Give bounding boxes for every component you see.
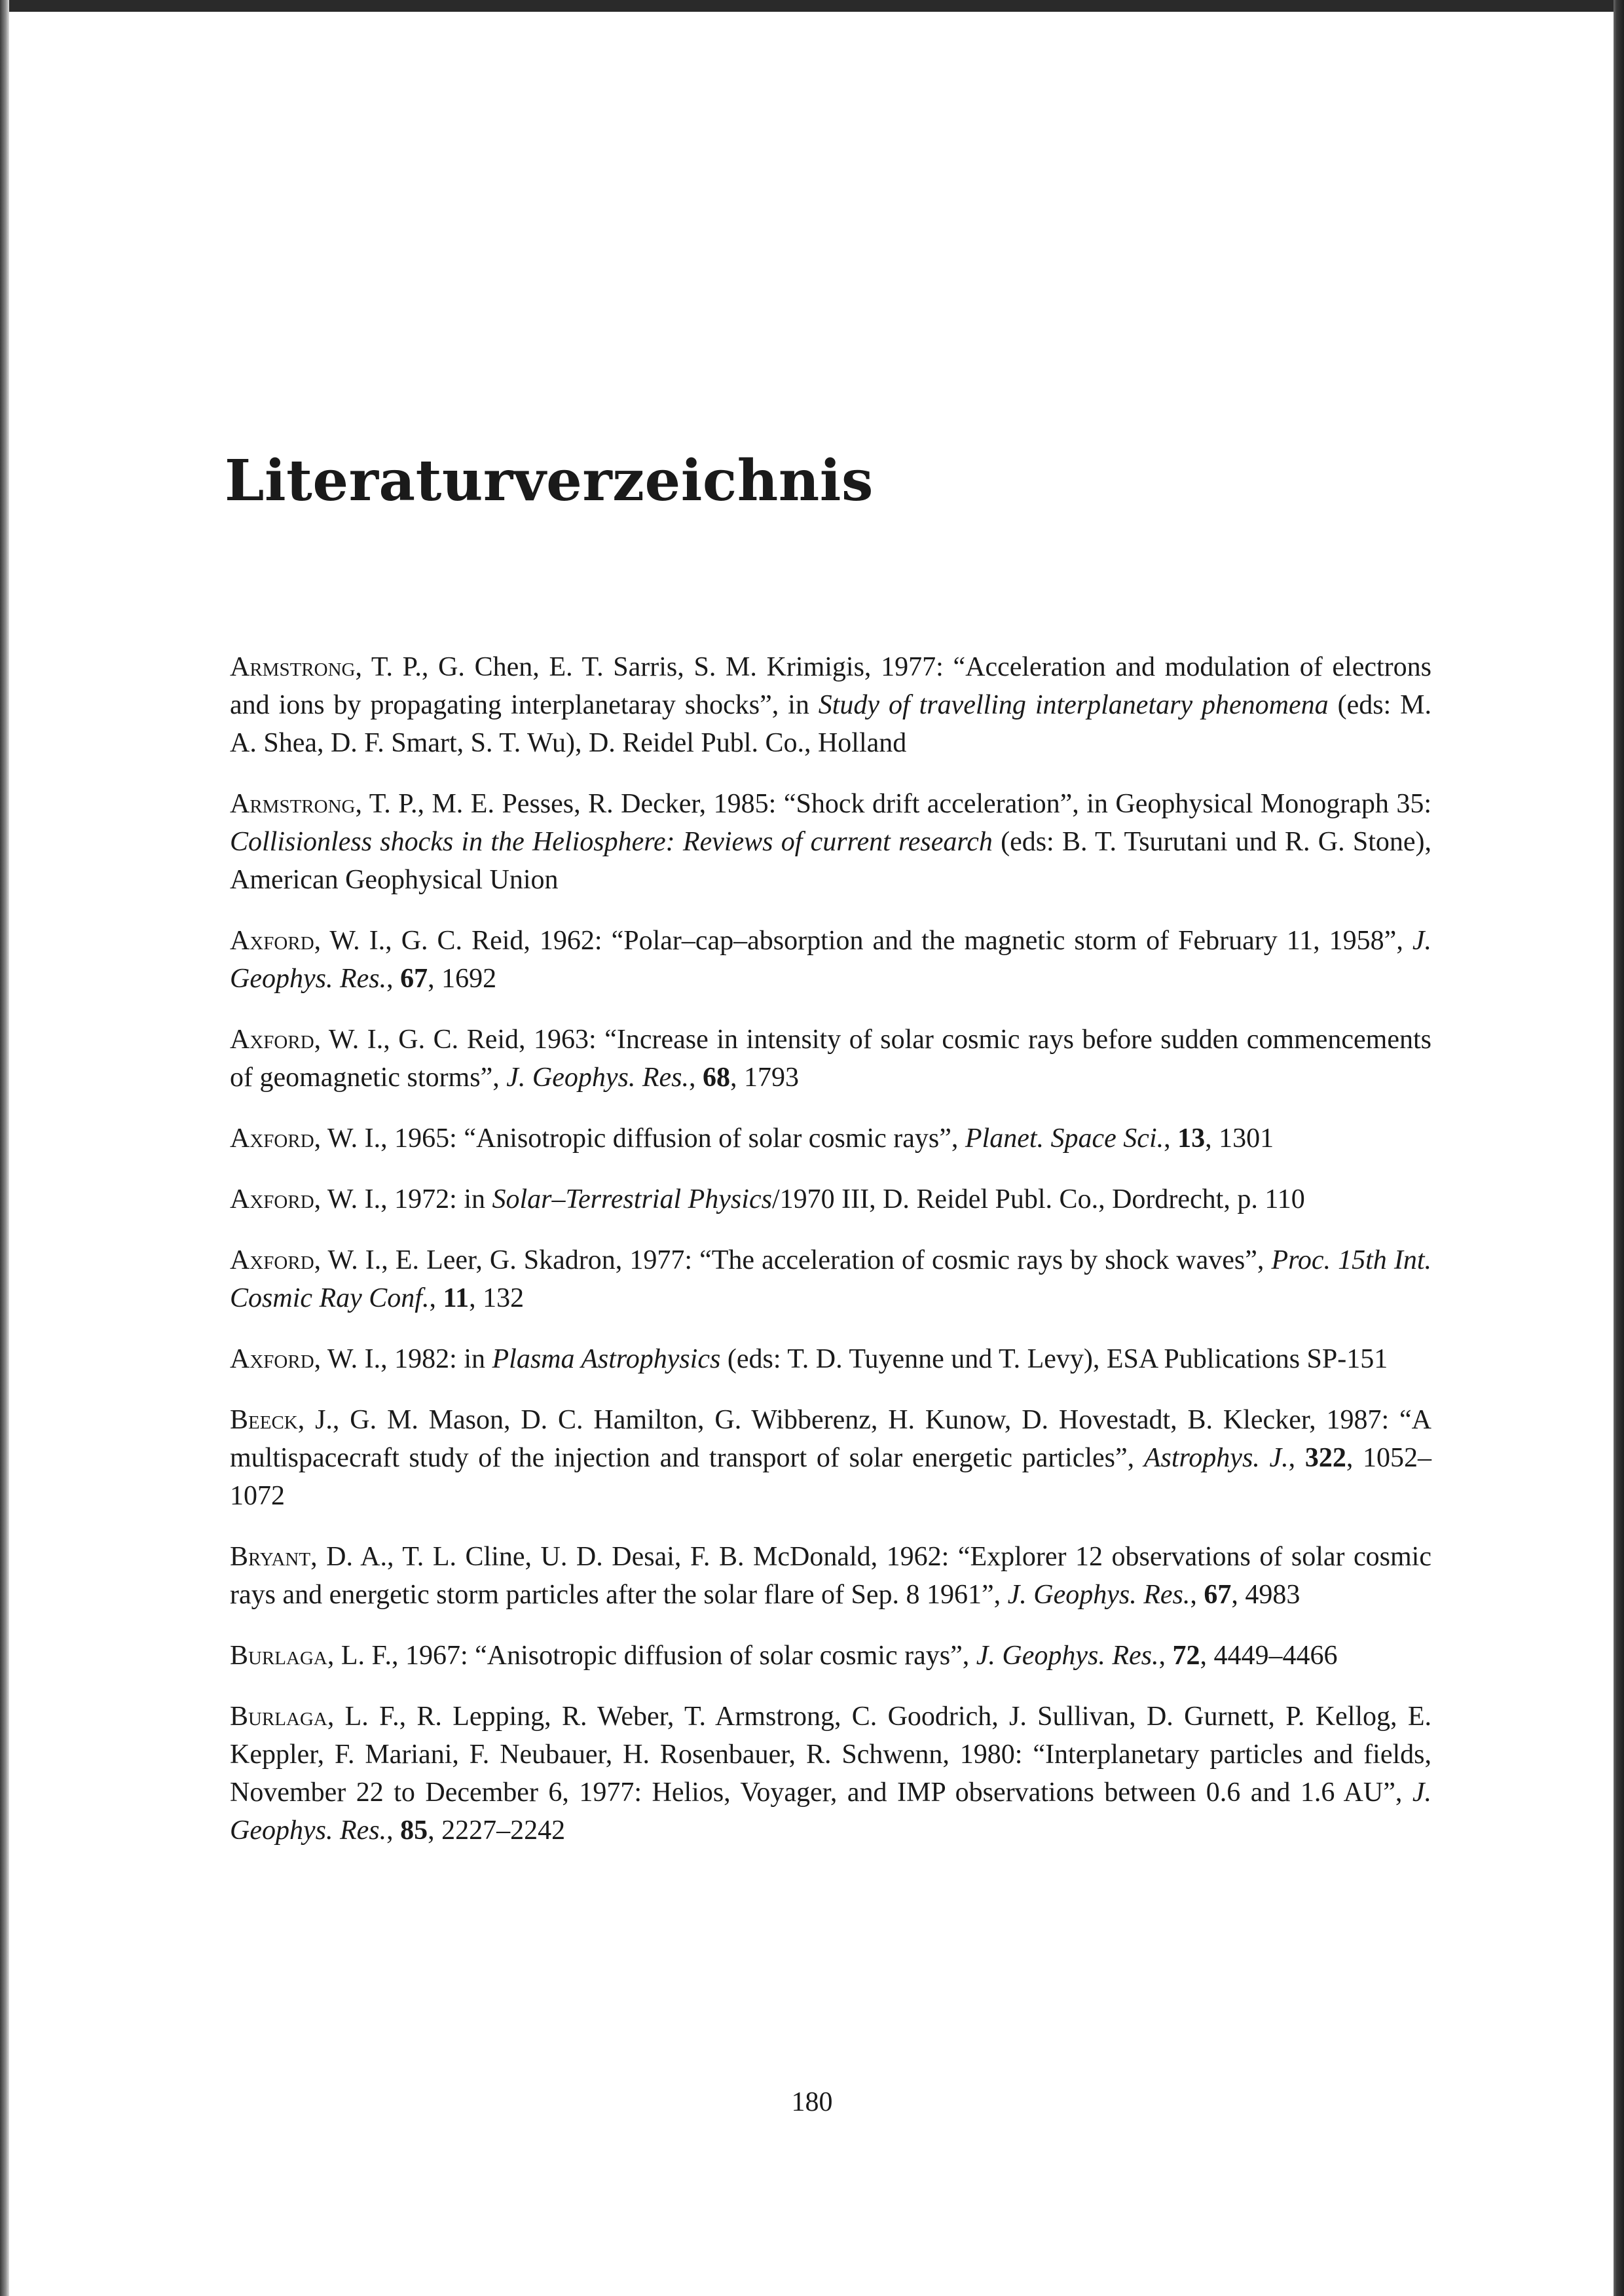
entry-volume: 72 [1172,1641,1200,1671]
entry-author: Burlaga [230,1702,327,1732]
entry-text: , 1793 [729,1063,799,1093]
entry-author: Axford [230,1025,314,1055]
entry-text: , W. I., 1972: in [314,1184,492,1214]
entry-text: , 1301 [1205,1123,1274,1154]
entry-text: , W. I., G. C. Reid, 1962: “Polar–cap–absorption and the magnetic storm of February 11, 1958”, [314,926,1412,956]
bibliography-entry [230,1637,1431,1675]
bibliography-entry [230,1120,1431,1157]
entry-title-italic: J. Geophys. Res. [230,926,1431,994]
bibliography-entry [230,785,1431,899]
entry-volume: 67 [400,964,428,994]
bibliography-entry [230,1340,1431,1378]
entry-text: , 4983 [1231,1580,1301,1610]
page-title: Literaturverzeichnis [225,448,874,514]
entry-text: , [1190,1580,1204,1610]
entry-text: , [1288,1443,1305,1473]
entry-text: , T. P., M. E. Pesses, R. Decker, 1985: “Shock drift acceleration”, in Geophysical Monograph 35: [355,789,1431,819]
entry-text: (eds: M. A. Shea, D. F. Smart, S. T. Wu), D. Reidel Publ. Co., Holland [230,690,1431,758]
bibliography-entry [230,1538,1431,1614]
entry-title-italic: Plasma Astrophysics [492,1344,721,1374]
bibliography-entry [230,922,1431,998]
entry-text: , W. I., 1965: “Anisotropic diffusion of solar cosmic rays”, [314,1123,965,1154]
entry-text: /1970 III, D. Reidel Publ. Co., Dordrecht, p. 110 [771,1184,1305,1214]
entry-text: (eds: T. D. Tuyenne und T. Levy), ESA Publications SP-151 [720,1344,1388,1374]
entry-text: , W. I., 1982: in [314,1344,492,1374]
entry-text: , [1164,1123,1178,1154]
entry-volume: 85 [400,1815,428,1846]
entry-title-italic: Proc. 15th Int. Cosmic Ray Conf. [230,1245,1431,1313]
entry-text: , J., G. M. Mason, D. C. Hamilton, G. Wibberenz, H. Kunow, D. Hovestadt, B. Klecker, 1987: “A multispacecraft study of the injection and transport of solar energetic particles”, [230,1405,1431,1473]
entry-text: , W. I., G. C. Reid, 1963: “Increase in intensity of solar cosmic rays before sudden commencements of geomagnetic storms”, [230,1025,1431,1093]
entry-author: Burlaga [230,1641,327,1671]
entry-title-italic: Solar–Terrestrial Physics [492,1184,772,1214]
entry-volume: 322 [1304,1443,1346,1473]
entry-volume: 11 [443,1283,470,1313]
entry-volume: 13 [1177,1123,1206,1154]
entry-text: , [429,1283,443,1313]
entry-text: , L. F., R. Lepping, R. Weber, T. Armstrong, C. Goodrich, J. Sullivan, D. Gurnett, P. Kellog, E. Keppler, F. Mariani, F. Neubauer, H. Rosenbauer, R. Schwenn, 1980: “Interplanetary particles and fields, November 22 to December 6, 1977: Helios, Voyager, and IMP observations between 0.6 and 1.6 AU”, [230,1702,1431,1808]
entry-title-italic: Collisionless shocks in the Heliosphere: Reviews of current research [230,827,993,857]
scan-border-top [0,0,1624,12]
entry-text: , W. I., E. Leer, G. Skadron, 1977: “The acceleration of cosmic rays by shock waves”, [314,1245,1272,1275]
entry-text: , 1052–1072 [230,1443,1432,1511]
bibliography-entry [230,1241,1431,1317]
entry-text: , 132 [469,1283,525,1313]
entry-text: , 2227–2242 [428,1815,566,1846]
page-number: 180 [791,2087,833,2117]
entry-author: Axford [230,1344,314,1374]
bibliography-entry [230,1021,1431,1097]
entry-title-italic: Study of travelling interplanetary phenomena [818,690,1329,720]
entry-text: , [386,964,401,994]
entry-text: , [386,1815,401,1846]
entry-text: , L. F., 1967: “Anisotropic diffusion of solar cosmic rays”, [327,1641,976,1671]
entry-volume: 67 [1204,1580,1232,1610]
entry-title-italic: Astrophys. J. [1143,1443,1289,1473]
entry-author: Armstrong [230,789,356,819]
entry-author: Axford [230,1184,314,1214]
scan-border-right [1614,0,1624,2296]
entry-title-italic: Planet. Space Sci. [965,1123,1164,1154]
entry-title-italic: J. Geophys. Res. [230,1777,1431,1846]
entry-text: , [688,1063,703,1093]
entry-text: , [1158,1641,1173,1671]
scan-border-left [0,0,9,2296]
bibliography-entry [230,1180,1431,1218]
entry-title-italic: J. Geophys. Res. [976,1641,1159,1671]
entry-text: , T. P., G. Chen, E. T. Sarris, S. M. Krimigis, 1977: “Acceleration and modulation of electrons and ions by propagating interplanetaray shocks”, in [230,652,1431,720]
entry-author: Armstrong [230,652,356,682]
entry-author: Axford [230,1245,314,1275]
entry-title-italic: J. Geophys. Res. [1007,1580,1190,1610]
entry-author: Axford [230,1123,314,1154]
entry-text: , D. A., T. L. Cline, U. D. Desai, F. B. McDonald, 1962: “Explorer 12 observations of solar cosmic rays and energetic storm particles after the solar flare of Sep. 8 1961”, [230,1542,1431,1610]
entry-text: , 4449–4466 [1200,1641,1338,1671]
bibliography-entry [230,1698,1431,1850]
entry-author: Beeck [230,1405,298,1435]
entry-title-italic: J. Geophys. Res. [506,1063,689,1093]
bibliography-list [230,648,1431,1872]
bibliography-entry [230,1401,1431,1515]
entry-volume: 68 [702,1063,730,1093]
entry-text: (eds: B. T. Tsurutani und R. G. Stone), American Geophysical Union [230,827,1431,895]
entry-author: Bryant [230,1542,311,1572]
entry-text: , 1692 [428,964,497,994]
bibliography-entry [230,648,1431,762]
entry-author: Axford [230,926,314,956]
